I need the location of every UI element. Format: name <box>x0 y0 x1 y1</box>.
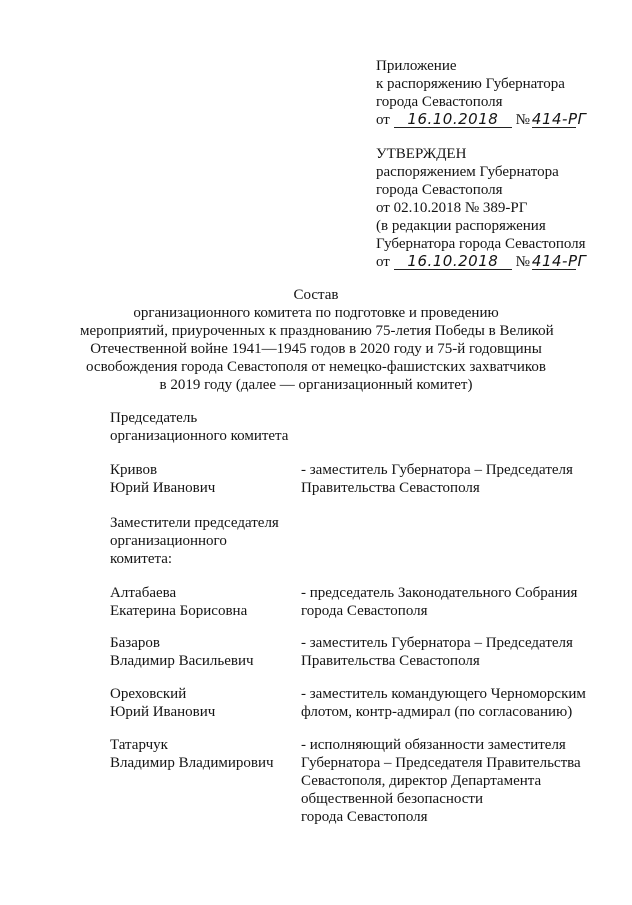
member-given-name: Екатерина Борисовна <box>110 603 248 619</box>
member-name <box>110 584 247 620</box>
appendix-line-1: Приложение <box>376 58 457 74</box>
heading-line-5: в 2019 году (далее — организационный комитет) <box>159 377 473 393</box>
member-name <box>110 685 215 721</box>
member-position-line: Губернатора – Председателя Правительства <box>301 755 581 771</box>
approved-date-prefix: от <box>376 254 390 270</box>
member-name <box>110 736 274 772</box>
member-position-line: - заместитель Губернатора – Председателя <box>301 635 573 651</box>
member-position-line: - исполняющий обязанности заместителя <box>301 737 566 753</box>
approved-num-prefix: № <box>515 254 530 270</box>
member-surname: Базаров <box>110 635 160 651</box>
document-heading <box>80 286 552 394</box>
heading-line-3: Отечественной войне 1941—1945 годов в 2020 году и 75-й годовщины <box>90 341 542 357</box>
chair-label-line-2: организационного комитета <box>110 428 289 444</box>
member-position-line: города Севастополя <box>301 603 428 619</box>
appendix-date-prefix: от <box>376 112 390 128</box>
approved-line-5: Губернатора города Севастополя <box>376 236 586 252</box>
heading-line-1: организационного комитета по подготовке и проведению <box>133 305 499 321</box>
chair-given-name: Юрий Иванович <box>110 480 216 496</box>
appendix-date-line <box>376 110 587 129</box>
member-surname: Татарчук <box>110 737 168 753</box>
deputies-label-line-2: организационного <box>110 533 227 549</box>
approved-date-line <box>376 253 586 271</box>
member-name <box>110 634 254 670</box>
deputies-label-line-3: комитета: <box>110 551 173 567</box>
heading-title: Состав <box>293 287 339 303</box>
heading-line-4: освобождения города Севастополя от немецко-фашистских захватчиков <box>86 359 546 375</box>
appendix-num-prefix: № <box>515 112 530 128</box>
approved-line-1: распоряжением Губернатора <box>376 164 559 180</box>
appendix-handwritten-number: 414-РГ <box>531 110 587 128</box>
member-given-name: Владимир Владимирович <box>110 755 274 771</box>
approved-handwritten-number: 414-РГ <box>531 252 587 270</box>
approved-title: УТВЕРЖДЕН <box>376 146 467 162</box>
appendix-line-3: города Севастополя <box>376 94 503 110</box>
chair-label <box>110 409 288 445</box>
chair-surname: Кривов <box>110 462 158 478</box>
heading-line-2: мероприятий, приуроченных к празднованию 75-летия Победы в Великой <box>80 323 554 339</box>
approved-handwritten-date: 16.10.2018 <box>394 253 512 270</box>
member-position <box>301 685 586 721</box>
deputies-label-line-1: Заместители председателя <box>110 515 279 531</box>
member-given-name: Владимир Васильевич <box>110 653 254 669</box>
chair-position <box>301 461 573 497</box>
approved-block <box>376 145 586 271</box>
appendix-block <box>376 57 587 129</box>
member-surname: Ореховский <box>110 686 187 702</box>
member-position <box>301 736 581 826</box>
chair-position-line-1: - заместитель Губернатора – Председателя <box>301 462 573 478</box>
member-position-line: города Севастополя <box>301 809 428 825</box>
approved-line-4: (в редакции распоряжения <box>376 218 546 234</box>
chair-label-line-1: Председатель <box>110 410 198 426</box>
appendix-line-2: к распоряжению Губернатора <box>376 76 565 92</box>
member-position <box>301 584 577 620</box>
chair-position-line-2: Правительства Севастополя <box>301 480 480 496</box>
member-position-line: флотом, контр-адмирал (по согласованию) <box>301 704 573 720</box>
member-surname: Алтабаева <box>110 585 177 601</box>
approved-line-2: города Севастополя <box>376 182 503 198</box>
member-position <box>301 634 573 670</box>
member-position-line: - председатель Законодательного Собрания <box>301 585 578 601</box>
appendix-handwritten-date: 16.10.2018 <box>394 111 512 128</box>
member-position-line: - заместитель командующего Черноморским <box>301 686 586 702</box>
deputies-label <box>110 514 279 568</box>
member-position-line: общественной безопасности <box>301 791 484 807</box>
approved-line-3: от 02.10.2018 № 389-РГ <box>376 200 528 216</box>
chair-name <box>110 461 215 497</box>
member-position-line: Севастополя, директор Департамента <box>301 773 542 789</box>
member-given-name: Юрий Иванович <box>110 704 216 720</box>
member-position-line: Правительства Севастополя <box>301 653 480 669</box>
